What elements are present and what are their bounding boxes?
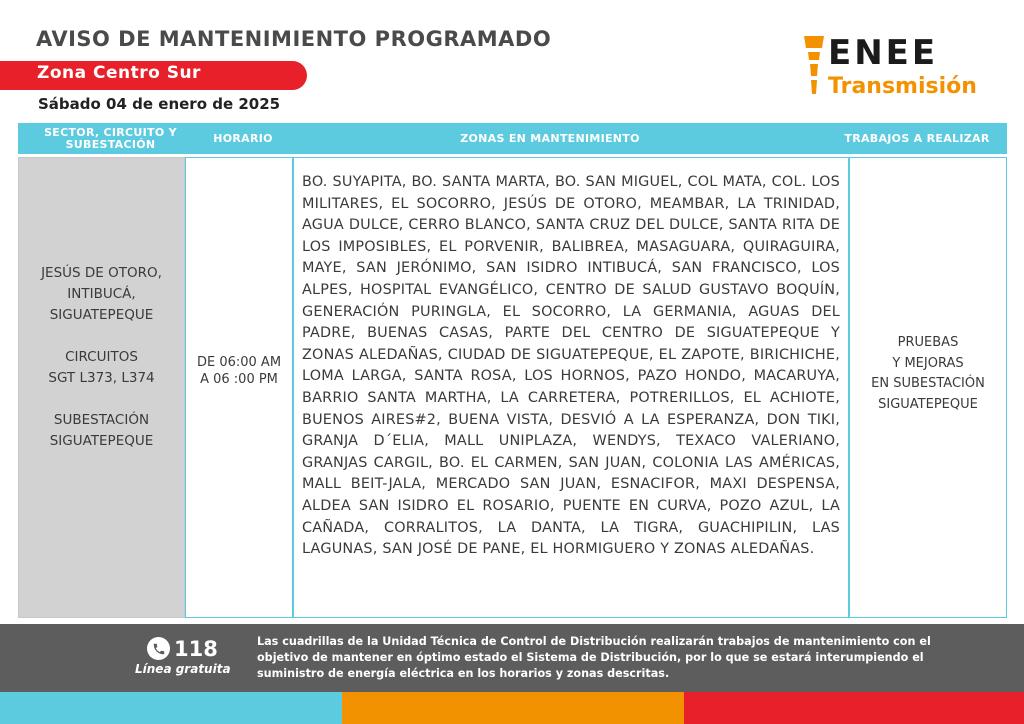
footer-message: Las cuadrillas de la Unidad Técnica de Control de Distribución realizarán trabajos de mantenimiento con el objetivo de mantener en óptimo estado el Sistema de Distribución, por lo que se estará interumpiendo el suministro de energía eléctrica en los horarios y zonas descritas. (257, 635, 931, 680)
zonas-list: BO. SUYAPITA, BO. SANTA MARTA, BO. SAN MIGUEL, COL MATA, COL. LOS MILITARES, EL SOCORRO, JESÚS DE OTORO, MEAMBAR, LA TRINIDAD, AGUA DULCE, CERRO BLANCO, SANTA CRUZ DEL DULCE, SANTA RITA DE LOS IMPOSIBLES, EL PORVENIR, BALIBREA, MASAGUARA, QUIRAGUIRA, MAYE, SAN JERÓNIMO, SAN ISIDRO INTIBUCÁ, SAN FRANCISCO, LOS ALPES, HOSPITAL EVANGÉLICO, CENTRO DE SALUD GUSTAVO BOQUÍN, GENERACIÓN PURINGLA, EL SOCORRO, LA GERMANIA, AGUAS DEL PADRE, BUENAS CASAS, PARTE DEL CENTRO DE SIGUATEPEQUE Y ZONAS ALEDAÑAS, CIUDAD DE SIGUATEPEQUE, EL ZAPOTE, BIRICHICHE, LOMA LARGA, SANTA ROSA, LOS HORNOS, PAZO HONDO, MACARUYA, BARRIO SANTA MARTHA, LA CARRETERA, POTRERILLOS, EL ACHIOTE, BUENOS AIRES#2, BUENA VISTA, DESVIÓ A LA ESPERANZA, DON TIKI, GRANJA D´ELIA, MALL UNIPLAZA, WENDYS, TEXACO VALERIANO, GRANJAS CARGIL, BO. EL CARMEN, SAN JUAN, COLONIA LAS AMÉRICAS, MALL BEIT-JALA, MERCADO SAN JUAN, ESNACIFOR, MAXI DESPENSA, ALDEA SAN ISIDRO EL ROSARIO, PUENTE EN CURVA, POZO AZUL, LA CAÑADA, CORRALITOS, LA DANTA, LA TIGRA, GUACHIPILIN, LAS LAGUNAS, SAN JOSÉ DE PANE, EL HORMIGUERO Y ZONAS ALEDAÑAS. (302, 174, 840, 558)
trabajos-line: PRUEBAS (897, 335, 959, 350)
trabajos-line: EN SUBESTACIÓN (871, 376, 985, 391)
header-trabajos: TRABAJOS A REALIZAR (844, 131, 990, 145)
enee-logo (802, 34, 1002, 104)
phone-icon (147, 637, 170, 660)
phone-label: Línea gratuita (135, 662, 231, 676)
logo-brand: ENEE (828, 33, 939, 73)
trabajos-line: Y MEJORAS (892, 355, 964, 371)
page-title: AVISO DE MANTENIMIENTO PROGRAMADO (36, 27, 552, 51)
substation-label: SUBESTACIÓN (53, 412, 150, 428)
date-label: Sábado 04 de enero de 2025 (38, 95, 281, 113)
sector-text (18, 263, 185, 452)
color-bar-orange (342, 692, 684, 724)
substation-value: SIGUATEPEQUE (49, 433, 154, 449)
logo-subtitle: Transmisión (828, 74, 977, 99)
trabajos-text (849, 333, 1007, 415)
color-bar-red (684, 692, 1024, 724)
header-zonas: ZONAS EN MANTENIMIENTO (460, 131, 640, 145)
header-sector: SECTOR, CIRCUITO Y SUBESTACIÓN (44, 125, 177, 151)
circuit-value: SGT L373, L374 (48, 370, 155, 386)
sector-line: INTIBUCÁ, (67, 286, 136, 302)
sector-line: JESÚS DE OTORO, (41, 265, 162, 281)
trabajos-line: SIGUATEPEQUE (878, 396, 978, 412)
sector-line: SIGUATEPEQUE (49, 307, 154, 323)
color-bar-cyan (0, 692, 342, 724)
circuit-label: CIRCUITOS (65, 349, 138, 365)
enee-logo-mark-icon (802, 34, 826, 96)
horario-text (185, 354, 293, 388)
zone-label: Zona Centro Sur (37, 63, 201, 83)
header-horario: HORARIO (213, 131, 273, 145)
horario-start: DE 06:00 AM (196, 355, 282, 370)
phone-number: 118 (174, 637, 218, 661)
horario-end: A 06 :00 PM (200, 372, 278, 387)
